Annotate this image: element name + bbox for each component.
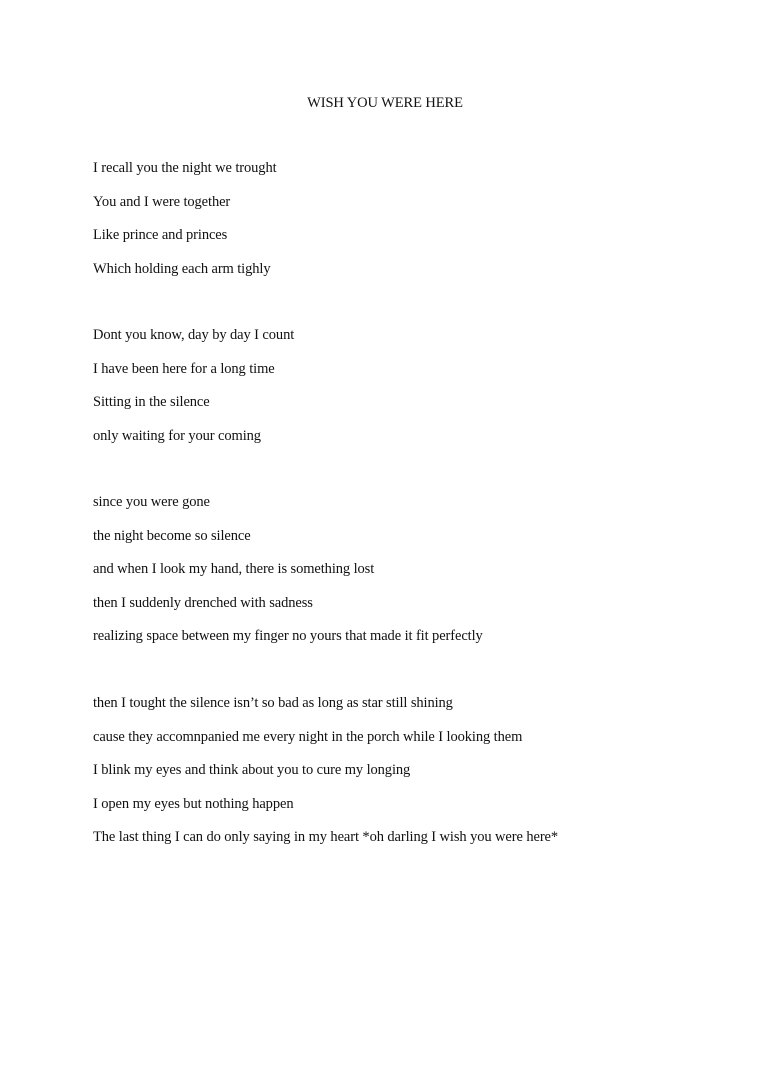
poem-line: Which holding each arm tighly [93,260,271,277]
stanza-4 [93,694,733,862]
poem-line: I recall you the night we trought [93,160,277,176]
poem-line: realizing space between my finger no yours that made it fit perfectly [93,628,483,644]
poem-line: I open my eyes but nothing happen [93,795,294,812]
stanza-3 [93,493,733,661]
poem-line: I have been here for a long time [93,360,275,377]
poem-line: then I tought the silence isn’t so bad as long as star still shining [93,695,453,711]
stanza-1 [93,159,733,293]
poem-line: only waiting for your coming [93,427,261,444]
poem-title: WISH YOU WERE HERE [307,95,463,111]
poem-line: then I suddenly drenched with sadness [93,594,313,611]
stanza-2 [93,326,733,460]
poem-line: and when I look my hand, there is something lost [93,561,375,577]
poem-line: since you were gone [93,494,210,510]
poem-line: Like prince and princes [93,227,228,243]
poem-line: Sitting in the silence [93,394,210,410]
poem-line: cause they accomnpanied me every night in the porch while I looking them [93,728,523,745]
poem-line: the night become so silence [93,527,251,544]
poem-line: The last thing I can do only saying in my heart *oh darling I wish you were here* [93,829,559,845]
poem-line: You and I were together [93,193,231,210]
poem-line: I blink my eyes and think about you to cure my longing [93,762,411,778]
poem-line: Dont you know, day by day I count [93,327,295,343]
